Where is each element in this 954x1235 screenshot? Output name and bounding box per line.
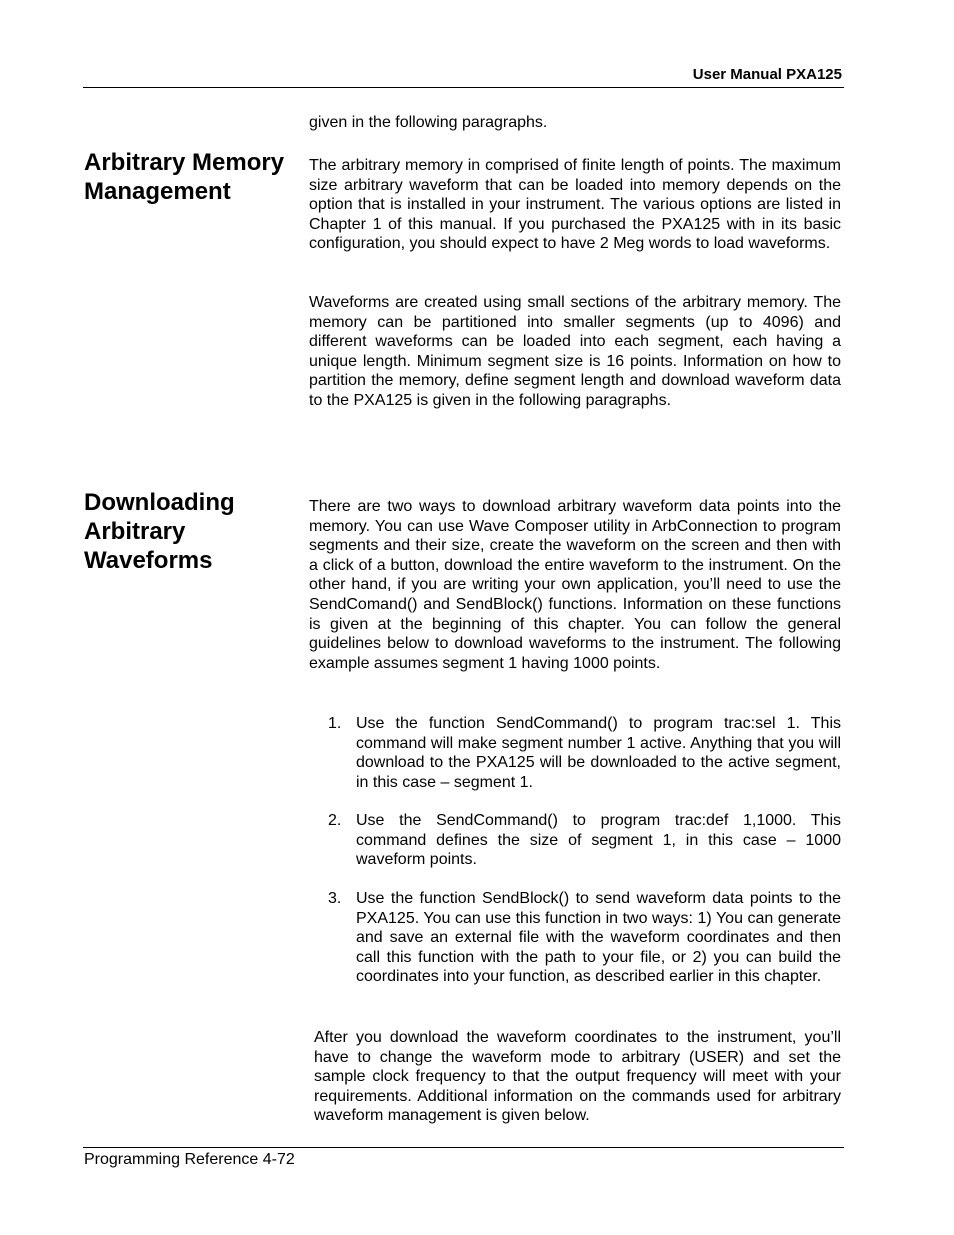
section-heading-arbitrary-memory-management: Arbitrary Memory Management <box>84 149 285 205</box>
footer-divider <box>83 1147 844 1148</box>
page-footer: Programming Reference 4-72 <box>84 1151 295 1168</box>
section-heading-downloading-arbitrary-waveforms: Downloading Arbitrary Waveforms <box>84 489 235 574</box>
list-item-number: 2. <box>328 812 342 829</box>
list-item-number: 3. <box>328 890 342 907</box>
memory-paragraph-2: Waveforms are created using small sections of the arbitrary memory. The memory can be partitioned into smaller segments (up to 4096) and different waveforms can be loaded into each segment, each having a unique length. Minimum segment size is 16 points. Information on how to partition the memory, define segment length and download waveform data to the PXA125 is given in the following paragraphs. <box>309 294 841 409</box>
list-item <box>309 714 841 792</box>
header-divider <box>83 87 844 88</box>
list-item-text: Use the function SendBlock() to send waveform data points to the PXA125. You can use this function in two ways: 1) You can generate and save an external file with the waveform coordinates and then call this function with the path to your file, or 2) you can build the coordinates into your function, as described earlier in this chapter. <box>356 890 841 986</box>
intro-paragraph: given in the following paragraphs. <box>309 114 548 131</box>
list-item <box>309 811 841 870</box>
list-item-number: 1. <box>328 715 342 732</box>
list-item-text: Use the SendCommand() to program trac:def 1,1000. This command defines the size of segment 1, in this case – 1000 waveform points. <box>356 812 841 869</box>
download-intro-paragraph: There are two ways to download arbitrary waveform data points into the memory. You can use Wave Composer utility in ArbConnection to program segments and their size, create the waveform on the screen and then with a click of a button, download the entire waveform to the instrument. On the other hand, if you are writing your own application, you’ll need to use the SendComand() and SendBlock() functions. Information on these functions is given at the beginning of this chapter. You can follow the general guidelines below to download waveforms to the instrument. The following example assumes segment 1 having 1000 points. <box>309 498 841 672</box>
page-header-title: User Manual PXA125 <box>692 66 842 83</box>
list-item <box>309 889 841 987</box>
list-item-text: Use the function SendCommand() to program trac:sel 1. This command will make segment number 1 active. Anything that you will download to the PXA125 will be downloaded to the active segment, in this case – segment 1. <box>356 715 841 791</box>
memory-paragraph-1: The arbitrary memory in comprised of finite length of points. The maximum size arbitrary waveform that can be loaded into memory depends on the option that is installed in your instrument. The various options are listed in Chapter 1 of this manual. If you purchased the PXA125 with in its basic configuration, you should expect to have 2 Meg words to load waveforms. <box>309 157 841 253</box>
download-outro-paragraph: After you download the waveform coordinates to the instrument, you’ll have to change the waveform mode to arbitrary (USER) and set the sample clock frequency to that the output frequency will meet with your requirements. Additional information on the commands used for arbitrary waveform management is given below. <box>314 1029 841 1125</box>
